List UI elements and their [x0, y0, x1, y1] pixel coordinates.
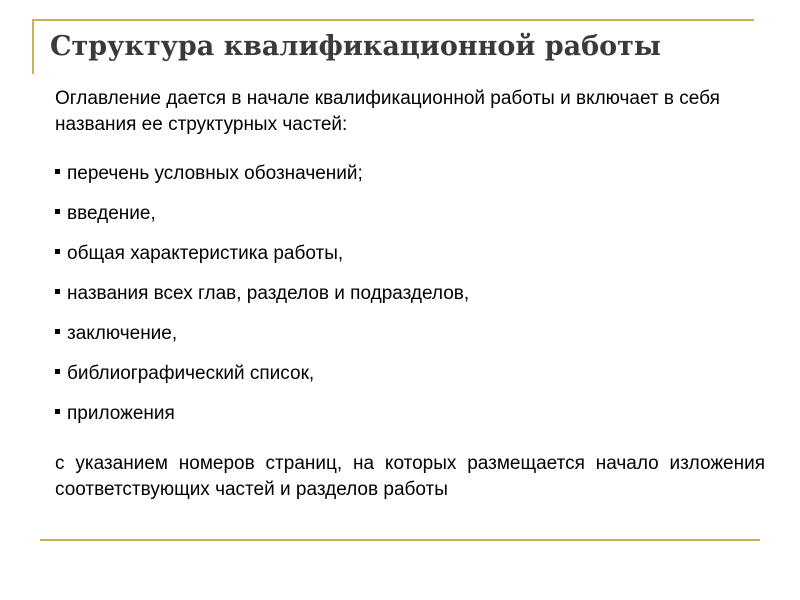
list-item-label: общая характеристика работы,: [67, 243, 344, 264]
slide-body: [55, 86, 765, 503]
slide-title: Структура квалификационной работы: [50, 31, 661, 62]
structure-list: [55, 160, 765, 427]
list-item: [55, 160, 765, 187]
intro-text: Оглавление дается в начале квалификационной работы и включает в себя названия ее структурных частей:: [55, 88, 720, 135]
square-bullet-icon: [55, 249, 60, 254]
list-item-label: библиографический список,: [67, 363, 315, 384]
title-left-rule: [32, 19, 34, 74]
square-bullet-icon: [55, 169, 60, 174]
list-item: [55, 400, 765, 427]
outro-text: с указанием номеров страниц, на которых размещается начало изложения соответствующих частей и разделов работы: [55, 453, 765, 500]
square-bullet-icon: [55, 329, 60, 334]
bottom-rule: [40, 539, 760, 541]
list-item-label: приложения: [67, 403, 175, 424]
list-item: [55, 360, 765, 387]
square-bullet-icon: [55, 409, 60, 414]
list-item: [55, 280, 765, 307]
list-item: [55, 200, 765, 227]
list-item-label: заключение,: [67, 323, 178, 344]
list-item: [55, 240, 765, 267]
list-item-label: названия всех глав, разделов и подразделов,: [67, 283, 470, 304]
square-bullet-icon: [55, 289, 60, 294]
square-bullet-icon: [55, 369, 60, 374]
list-item: [55, 320, 765, 347]
list-item-label: перечень условных обозначений;: [67, 163, 363, 184]
square-bullet-icon: [55, 209, 60, 214]
list-item-label: введение,: [67, 203, 156, 224]
title-top-rule: [32, 19, 754, 21]
